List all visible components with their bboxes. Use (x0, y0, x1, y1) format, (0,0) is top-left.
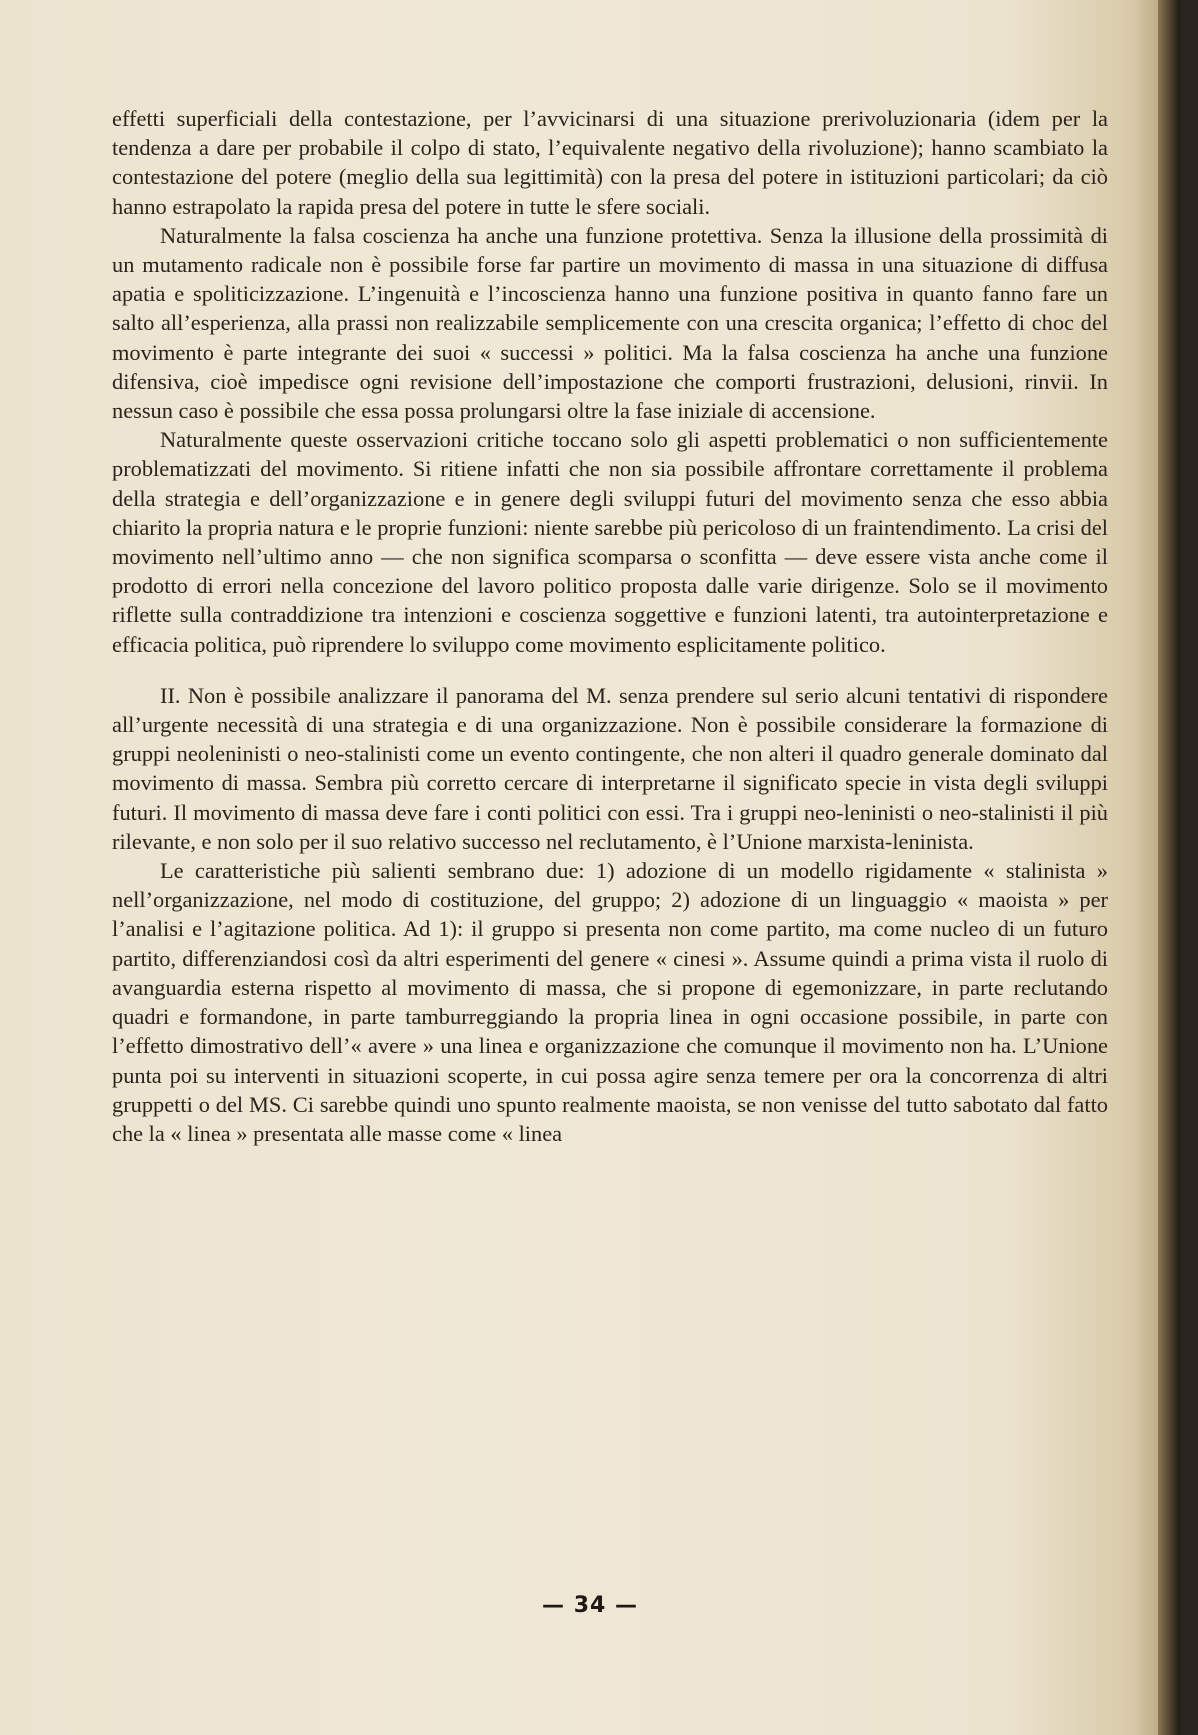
paragraph-section-two: II. Non è possibile analizzare il panorama del M. senza prendere sul serio alcuni tentativi di rispondere all’urgente necessità di una strategia e di una organizzazione. Non è possibile considerare la formazione di gruppi neoleninisti o neo-stalinisti come un evento contingente, che non alteri il quadro generale dominato dal movimento di massa. Sembra più corretto cercare di interpretarne il significato specie in vista degli sviluppi futuri. Il movimento di massa deve fare i conti politici con essi. Tra i gruppi neo-leninisti o neo-stalinisti il più rilevante, e non solo per il suo relativo successo nel reclutamento, è l’Unione marxista-leninista. (112, 682, 1108, 854)
paragraph-characteristics: Le caratteristiche più salienti sembrano due: 1) adozione di un modello rigidamente « stalinista » nell’organizzazione, nel modo di costituzione, del gruppo; 2) adozione di un linguaggio « maoista » per l’analisi e l’agitazione politica. Ad 1): il gruppo si presenta non come partito, ma come nucleo di un futuro partito, differenziandosi così da altri esperimenti del genere « cinesi ». Assume quindi a prima vista il ruolo di avanguardia esterna rispetto al movimento di massa, che si propone di egemonizzare, in parte reclutando quadri e formandone, in parte tamburreggiando la propria linea in ogni occasione possibile, in parte con l’effetto dimostrativo dell’« avere » una linea e organizzazione che comunque il movimento non ha. L’Unione punta poi su interventi in situazioni scoperte, in cui possa agire senza temere per ora la concorrenza di altri gruppetti o del MS. Ci sarebbe quindi uno spunto realmente maoista, se non venisse del tutto sabotato dal fatto che la « linea » presentata alle masse come « linea (112, 858, 1108, 1146)
page-number: — 34 — (542, 1593, 638, 1618)
page-edge-shadow (1158, 0, 1180, 1735)
paragraph-continuation: effetti superficiali della contestazione, per l’avvicinarsi di una situazione prerivoluzionaria (idem per la tendenza a dare per probabile il colpo di stato, l’equivalente negativo della rivoluzione); hanno scambiato la contestazione del potere (meglio della sua legittimità) con la presa del potere in istituzioni particolari; da ciò hanno estrapolato la rapida presa del potere in tutte le sfere sociali. (112, 106, 1108, 219)
paragraph-false-consciousness: Naturalmente la falsa coscienza ha anche una funzione protettiva. Senza la illusione della prossimità di un mutamento radicale non è possibile forse far partire un movimento di massa in una situazione di diffusa apatia e spoliticizzazione. L’ingenuità e l’incoscienza hanno una funzione positiva in quanto fanno fare un salto all’esperienza, alla prassi non realizzabile semplicemente con una crescita organica; l’effetto di choc del movimento è parte integrante dei suoi « successi » politici. Ma la falsa coscienza ha anche una funzione difensiva, cioè impedisce ogni revisione dell’impostazione che comporti frustrazioni, delusioni, rinvii. In nessun caso è possibile che essa possa prolungarsi oltre la fase iniziale di accensione. (112, 222, 1108, 424)
body-text (112, 104, 1108, 1148)
paragraph-critical-observations: Naturalmente queste osservazioni critiche toccano solo gli aspetti problematici o non sufficientemente problematizzati del movimento. Si ritiene infatti che non sia possibile affrontare correttamente il problema della strategia e dell’organizzazione e in genere degli sviluppi futuri del movimento senza che esso abbia chiarito la propria natura e le proprie funzioni: niente sarebbe più pericoloso di un fraintendimento. La crisi del movimento nell’ultimo anno — che non significa scomparsa o sconfitta — deve essere vista anche come il prodotto di errori nella concezione del lavoro politico proposta dalle varie dirigenze. Solo se il movimento riflette sulla contraddizione tra intenzioni e coscienza soggettive e funzioni latenti, tra autointerpretazione e efficacia politica, può riprendere lo sviluppo come movimento esplicitamente politico. (112, 427, 1108, 657)
